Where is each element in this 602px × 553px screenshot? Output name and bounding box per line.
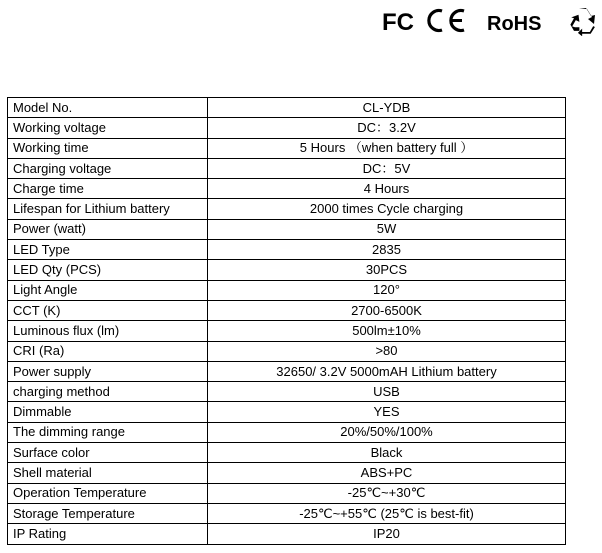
spec-value: 32650/ 3.2V 5000mAH Lithium battery [208,361,566,381]
table-row [8,179,566,199]
spec-label: IP Rating [8,524,208,544]
spec-value: >80 [208,341,566,361]
table-row [8,341,566,361]
spec-value: 4 Hours [208,179,566,199]
spec-label: Lifespan for Lithium battery [8,199,208,219]
spec-table-body [8,98,566,545]
table-row [8,158,566,178]
table-row [8,300,566,320]
spec-value: 5W [208,219,566,239]
spec-label: Storage Temperature [8,503,208,523]
spec-value: DC：5V [208,158,566,178]
table-row [8,280,566,300]
rohs-mark-text: RoHS [487,13,542,35]
certification-marks-graphic [380,6,598,36]
table-row [8,524,566,544]
rohs-mark-icon [487,13,541,35]
table-row [8,98,566,118]
fcc-mark-icon [382,9,414,36]
spec-label: Light Angle [8,280,208,300]
spec-value: IP20 [208,524,566,544]
spec-value: 2700-6500K [208,300,566,320]
table-row [8,483,566,503]
table-row [8,402,566,422]
table-row [8,260,566,280]
spec-label: Luminous flux (lm) [8,321,208,341]
spec-label: Working voltage [8,118,208,138]
spec-label: LED Type [8,240,208,260]
spec-value: 120° [208,280,566,300]
spec-label: Charge time [8,179,208,199]
spec-value: 500lm±10% [208,321,566,341]
spec-value: 5 Hours （when battery full ） [208,138,566,158]
spec-label: Dimmable [8,402,208,422]
table-row [8,138,566,158]
spec-value: -25℃~+30℃ [208,483,566,503]
table-row [8,503,566,523]
recycle-icon [570,8,595,36]
spec-label: Charging voltage [8,158,208,178]
table-row [8,361,566,381]
spec-value: ABS+PC [208,463,566,483]
spec-value: Black [208,443,566,463]
spec-value: 2000 times Cycle charging [208,199,566,219]
table-row [8,240,566,260]
spec-label: CCT (K) [8,300,208,320]
spec-label: Power (watt) [8,219,208,239]
spec-value: YES [208,402,566,422]
spec-label: Surface color [8,443,208,463]
spec-label: LED Qty (PCS) [8,260,208,280]
spec-label: Operation Temperature [8,483,208,503]
table-row [8,422,566,442]
table-row [8,382,566,402]
spec-value: 2835 [208,240,566,260]
table-row [8,321,566,341]
fcc-mark-text: FC [382,9,414,36]
table-row [8,219,566,239]
table-row [8,118,566,138]
table-row [8,463,566,483]
table-row [8,199,566,219]
spec-value: -25℃~+55℃ (25℃ is best-fit) [208,503,566,523]
table-row [8,443,566,463]
spec-label: Working time [8,138,208,158]
spec-value: DC：3.2V [208,118,566,138]
spec-label: The dimming range [8,422,208,442]
spec-value: 30PCS [208,260,566,280]
spec-label: Power supply [8,361,208,381]
spec-table [7,97,566,545]
spec-label: charging method [8,382,208,402]
ce-mark-icon [429,11,464,31]
certification-marks [380,6,598,36]
spec-value: 20%/50%/100% [208,422,566,442]
spec-label: CRI (Ra) [8,341,208,361]
spec-label: Shell material [8,463,208,483]
spec-label: Model No. [8,98,208,118]
spec-value: USB [208,382,566,402]
spec-value: CL-YDB [208,98,566,118]
